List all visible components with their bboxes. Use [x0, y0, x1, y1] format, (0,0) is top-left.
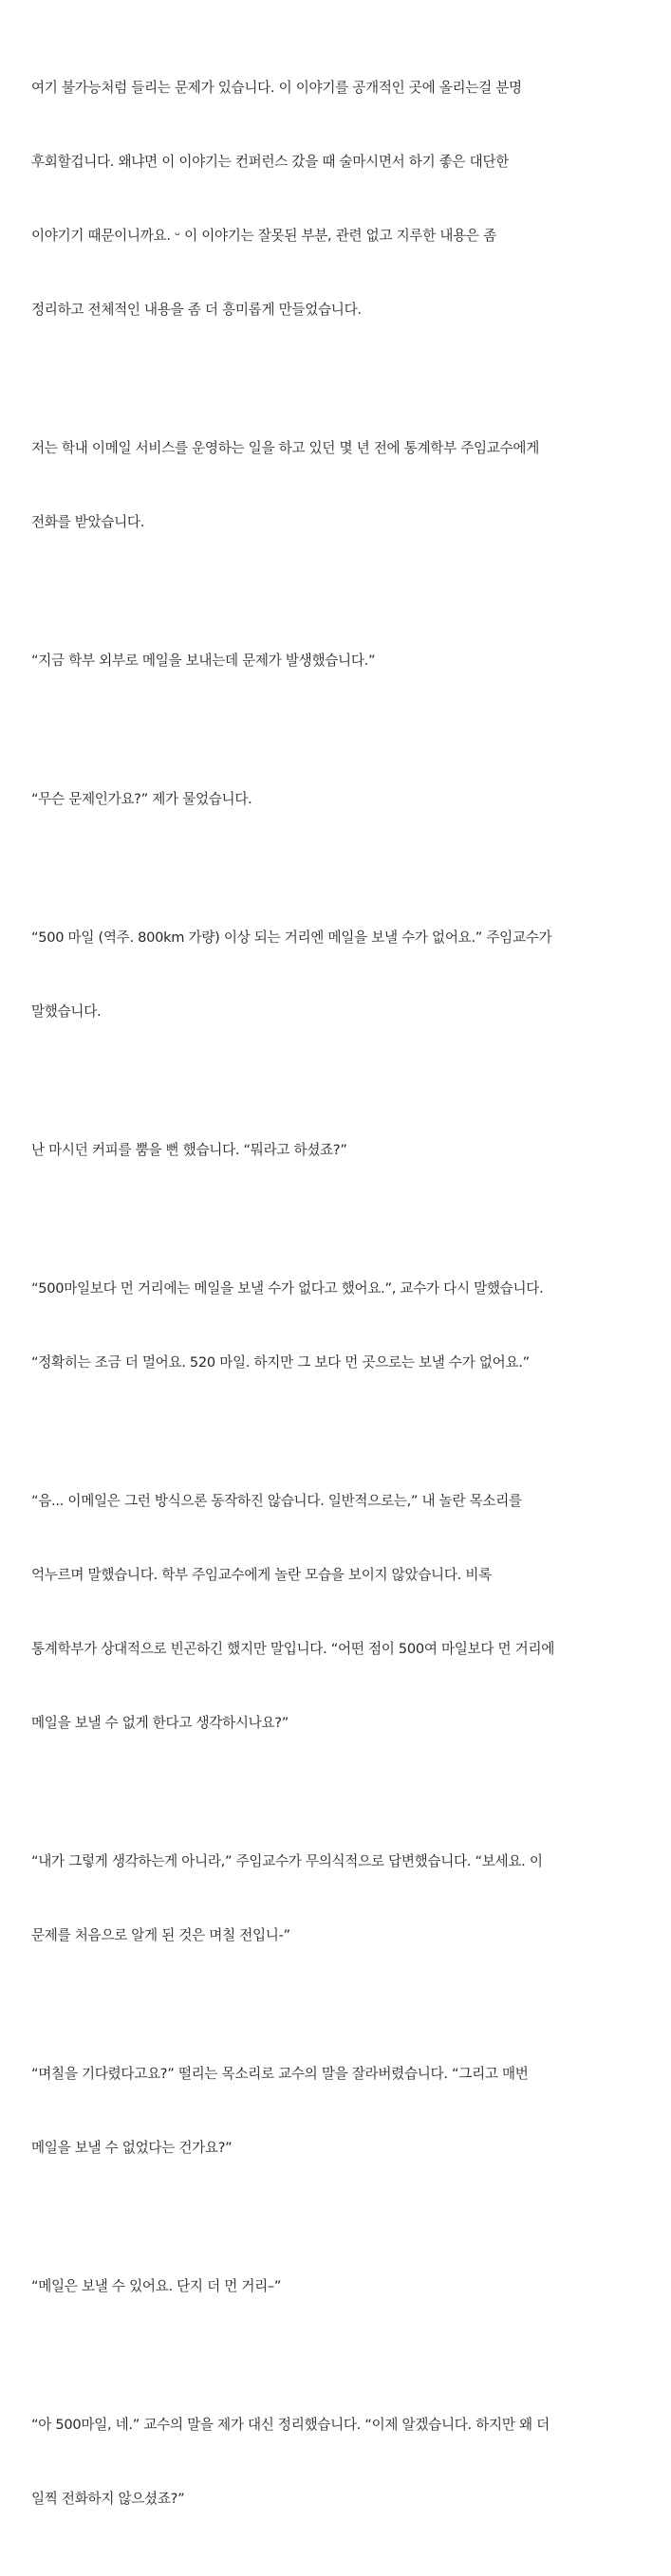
paragraph-background: [31, 387, 669, 584]
text-line: 통계학부가 상대적으로 빈곤하긴 했지만 말입니다. “어떤 점이 500여 마일보다 먼 거리에: [31, 1641, 555, 1657]
text-line: “500 마일 (역주. 800km 가량) 이상 되는 거리엔 메일을 보낼 수가 없어요.” 주임교수가: [31, 929, 552, 946]
text-line: “메일은 보낼 수 있어요. 단지 더 먼 거리–”: [31, 2278, 282, 2294]
text-line: 말했습니다.: [31, 1003, 102, 1020]
text-line: 여기 불가능처럼 들리는 문제가 있습니다. 이 이야기를 공개적인 곳에 올리는걸 분명: [31, 80, 522, 96]
text-line: 후회할겁니다. 왜냐면 이 이야기는 컨퍼런스 갔을 때 술마시면서 하기 좋은 대단한: [31, 154, 510, 170]
text-line: “무슨 문제인가요?” 제가 물었습니다.: [31, 791, 252, 807]
text-line: “음... 이메일은 그런 방식으론 동작하진 않습니다. 일반적으로는,” 내 놀란 목소리를: [31, 1493, 522, 1509]
text-line: “며칠을 기다렸다고요?” 떨리는 목소리로 교수의 말을 잘라버렸습니다. “그리고 매번: [31, 2066, 529, 2082]
text-line: 이야기기 때문이니까요. ᵕ 이 이야기는 잘못된 부분, 관련 없고 지루한 내용은 좀: [31, 228, 496, 244]
text-line: 문제를 처음으로 알게 된 것은 며칠 전입니-”: [31, 1927, 290, 1943]
paragraph-dialogue: [31, 599, 669, 723]
text-line: “500마일보다 먼 거리에는 메일을 보낼 수가 없다고 했어요.”, 교수가 다시 말했습니다.: [31, 1280, 544, 1297]
paragraph-dialogue: [31, 876, 669, 1074]
article-body: [31, 27, 669, 2576]
text-line: 일찍 전화하지 않으셨죠?”: [31, 2491, 185, 2507]
paragraph-dialogue: [31, 1440, 669, 1785]
text-line: 저는 학내 이메일 서비스를 운영하는 일을 하고 있던 몇 년 전에 통계학부 주임교수에게: [31, 440, 539, 456]
text-line: 억누르며 말했습니다. 학부 주임교수에게 놀란 모습을 보이지 않았습니다. 비록: [31, 1567, 492, 1583]
text-line: 메일을 보낼 수 없게 한다고 생각하시나요?”: [31, 1715, 289, 1731]
text-line: 정리하고 전체적인 내용을 좀 더 흥미롭게 만들었습니다.: [31, 302, 362, 318]
paragraph-dialogue: [31, 2225, 669, 2348]
text-line: “지금 학부 외부로 메일을 보내는데 문제가 발생했습니다.”: [31, 653, 376, 669]
paragraph-intro: [31, 27, 669, 372]
paragraph-dialogue: [31, 1800, 669, 1997]
text-line: “내가 그렇게 생각하는게 아니라,” 주임교수가 무의식적으로 답변했습니다. “보세요. 이: [31, 1853, 543, 1869]
text-line: 메일을 보낼 수 없었다는 건가요?”: [31, 2140, 233, 2156]
text-line: “정확히는 조금 더 멀어요. 520 마일. 하지만 그 보다 먼 곳으로는 보낼 수가 없어요.”: [31, 1354, 530, 1371]
text-line: “아 500마일, 네.” 교수의 말을 제가 대신 정리했습니다. “이제 알겠습니다. 하지만 왜 더: [31, 2417, 550, 2433]
text-line: 난 마시던 커피를 뿜을 뻔 했습니다. “뭐라고 하셨죠?”: [31, 1142, 347, 1158]
paragraph-dialogue: [31, 2013, 669, 2210]
paragraph-dialogue: [31, 1089, 669, 1212]
text-line: 전화를 받았습니다.: [31, 514, 145, 530]
paragraph-dialogue: [31, 738, 669, 861]
paragraph-dialogue: [31, 2364, 669, 2561]
paragraph-dialogue: [31, 1227, 669, 1425]
